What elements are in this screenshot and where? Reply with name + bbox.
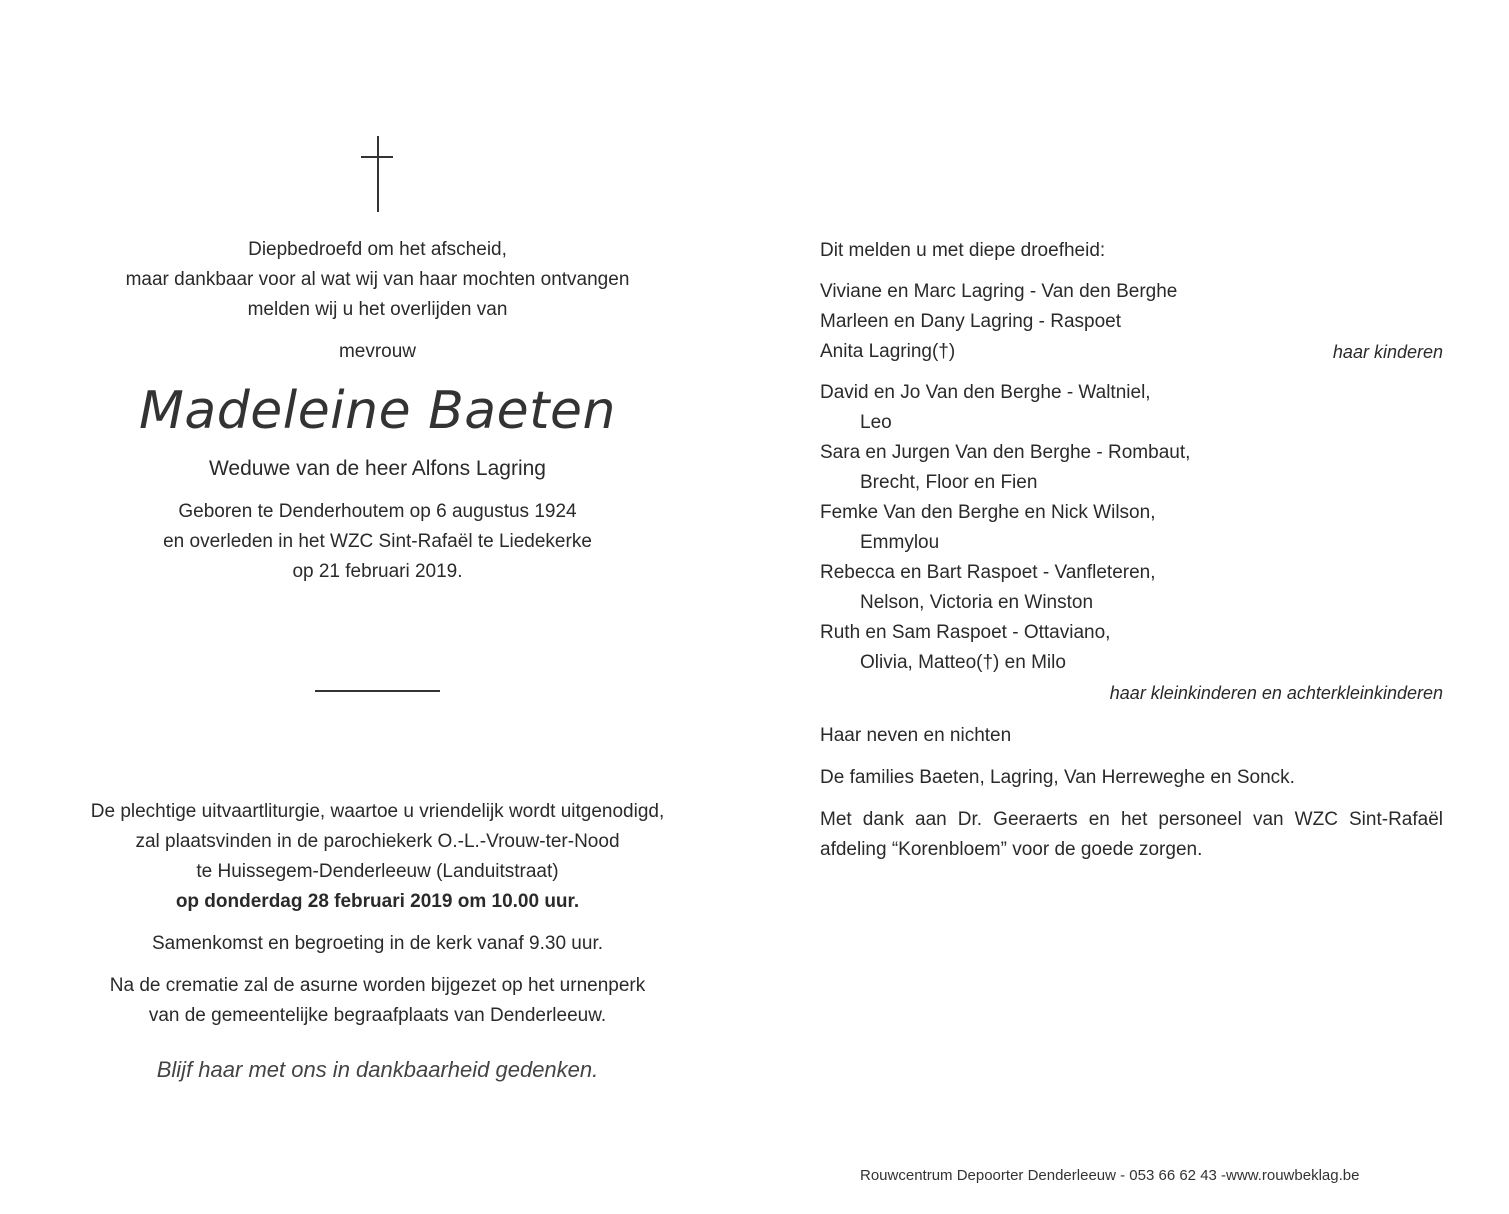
children-caption: haar kinderen xyxy=(1332,342,1443,362)
list-item: Sara en Jurgen Van den Berghe - Rombaut, xyxy=(820,442,1191,463)
cross-icon xyxy=(351,136,405,212)
intro-line: Diepbedroefd om het afscheid, xyxy=(248,239,507,260)
cousins-line: Haar neven en nichten xyxy=(820,725,1012,746)
list-item: Olivia, Matteo(†) en Milo xyxy=(860,652,1066,673)
widow-line: Weduwe van de heer Alfons Lagring xyxy=(208,457,546,480)
list-item: Viviane en Marc Lagring - Van den Berghe xyxy=(820,281,1178,302)
gathering-text: Samenkomst en begroeting in de kerk vanaf 9.30 uur. xyxy=(152,933,603,954)
families-line: De families Baeten, Lagring, Van Herreweghe en Sonck. xyxy=(820,767,1295,788)
list-item: Brecht, Floor en Fien xyxy=(860,472,1038,493)
divider-line xyxy=(315,690,440,692)
grandchildren-caption: haar kleinkinderen en achterkleinkinderen xyxy=(1109,683,1443,703)
grandchildren-list xyxy=(820,378,1443,708)
list-item: Nelson, Victoria en Winston xyxy=(860,592,1094,613)
list-item: David en Jo Van den Berghe - Waltniel, xyxy=(820,382,1151,403)
closing-text: Blijf haar met ons in dankbaarheid gedenken. xyxy=(156,1057,599,1082)
funeral-home-footer: Rouwcentrum Depoorter Denderleeuw - 053 66 62 43 -www.rouwbeklag.be xyxy=(860,1167,1360,1184)
intro-line: melden wij u het overlijden van xyxy=(247,299,508,320)
thanks-text: Met dank aan Dr. Geeraerts en het personeel van WZC Sint-Rafaël afdeling “Korenbloem” voor de goede zorgen. xyxy=(820,809,1443,860)
deceased-name: Madeleine Baeten xyxy=(139,381,616,441)
intro-line: maar dankbaar voor al wat wij van haar mochten ontvangen xyxy=(125,269,630,290)
left-column xyxy=(40,0,715,1214)
list-item: Femke Van den Berghe en Nick Wilson, xyxy=(820,502,1156,523)
list-item: Ruth en Sam Raspoet - Ottaviano, xyxy=(820,622,1111,643)
intro-text xyxy=(40,235,715,325)
children-list xyxy=(820,277,1443,367)
funeral-date: op donderdag 28 februari 2019 om 10.00 uur. xyxy=(175,891,580,912)
list-item: Leo xyxy=(860,412,892,433)
funeral-text: De plechtige uitvaartliturgie, waartoe u vriendelijk wordt uitgenodigd, zal plaatsvinden in de parochiekerk O.-L.-Vrouw-ter-Nood te Huissegem-Denderleeuw (Landuitstraat) op donderdag 28 februari 2019 om 10.00 uur. xyxy=(40,797,715,917)
right-column xyxy=(820,0,1443,1214)
list-item: Rebecca en Bart Raspoet - Vanfleteren, xyxy=(820,562,1156,583)
announcement-heading: Dit melden u met diepe droefheid: xyxy=(820,240,1106,261)
birth-death-text: Geboren te Denderhoutem op 6 augustus 1924 en overleden in het WZC Sint-Rafaël te Liedekerke op 21 februari 2019. xyxy=(163,501,592,582)
cremation-text: Na de crematie zal de asurne worden bijgezet op het urnenperk van de gemeentelijke begraafplaats van Denderleeuw. xyxy=(109,975,646,1026)
list-item: Emmylou xyxy=(860,532,940,553)
honorific: mevrouw xyxy=(338,341,417,362)
list-item: Marleen en Dany Lagring - Raspoet xyxy=(820,311,1122,332)
list-item: Anita Lagring(†) haar kinderen xyxy=(820,337,1443,367)
